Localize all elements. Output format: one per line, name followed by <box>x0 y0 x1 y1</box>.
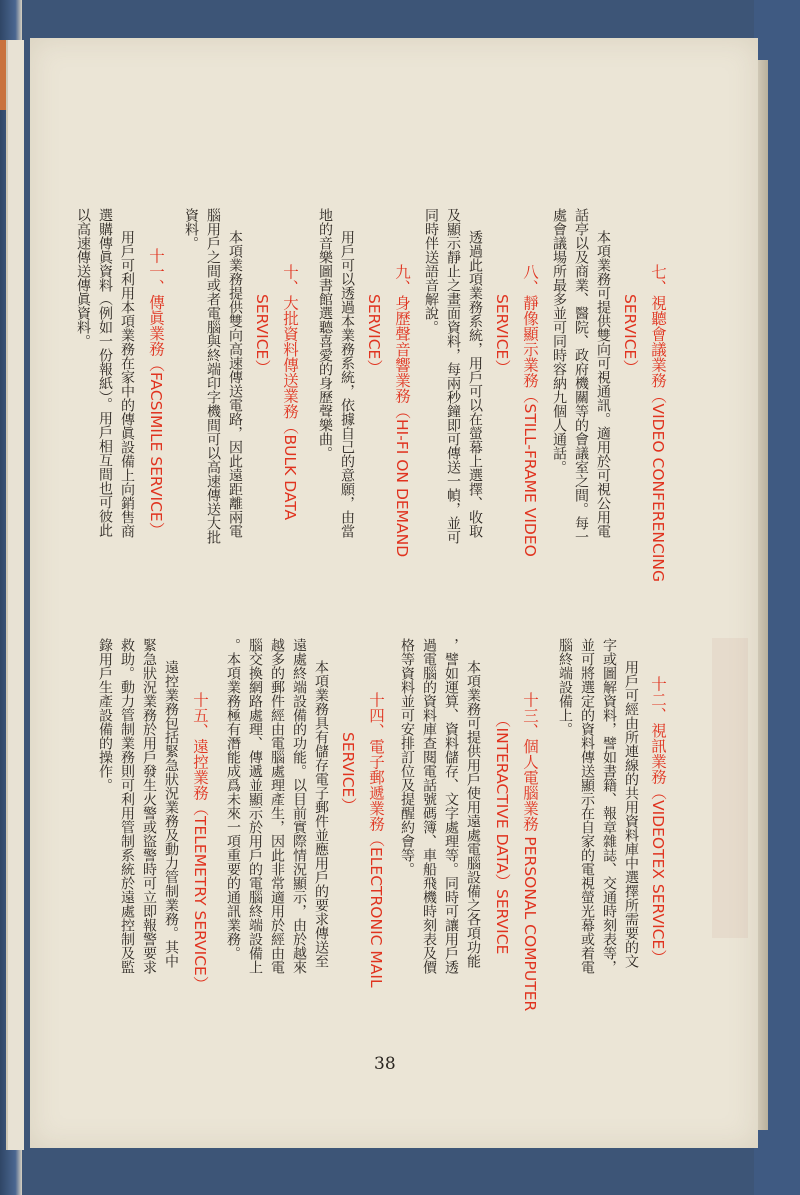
book-page <box>30 38 758 1148</box>
section-15-body-line-3: 救助。動力管制業務則可利用管制系統於遠處控制及監 <box>119 638 135 974</box>
section-15-body-line-2: 緊急狀況業務於用戶發生火警或盜警時可立即報警要求 <box>141 638 157 974</box>
section-15-body-line-1: 遠控業務包括緊急狀況業務及動力管制業務。其中 <box>163 660 179 968</box>
section-8-body-line-2: 及顯示靜止之畫面資料，每兩秒鐘即可傳送一幀，並可 <box>445 208 461 544</box>
section-8-body-line-3: 同時伴送語音解說。 <box>423 208 439 334</box>
section-9-heading-line-2: SERVICE） <box>365 294 383 375</box>
section-8-heading-line-1: 八、靜像顯示業務（STILL-FRAME VIDEO <box>521 264 539 557</box>
section-14-heading-line-2: SERVICE） <box>339 732 357 813</box>
section-8-body-line-1: 透過此項業務系統，用戶可以在螢幕上選擇、收取 <box>467 230 483 538</box>
section-11-body-line-1: 用戶可利用本項業務在家中的傳眞設備上向銷售商 <box>119 230 135 538</box>
section-7-heading-line-2: SERVICE） <box>621 294 639 375</box>
section-7-body-line-2: 話亭以及商業、醫院、政府機關等的會議室之間。每一 <box>573 208 589 544</box>
section-11-heading-line-1: 十一、傳眞業務（FACSIMILE SERVICE） <box>147 248 165 538</box>
section-12-body-line-1: 用戶可經由所連線的共用資料庫中選擇所需要的文 <box>623 660 639 968</box>
section-12-heading-line-1: 十二、視訊業務（VIDEOTEX SERVICE） <box>649 676 667 965</box>
section-14-body-line-4: 腦交換網路處理、傳遞並顯示於用戶的電腦終端設備上 <box>247 638 263 974</box>
section-10-heading-line-1: 十、大批資料傳送業務（BULK DATA <box>281 264 299 521</box>
book-cover-right <box>754 0 800 1195</box>
section-14-body-line-5: 。本項業務極有潛能成爲未來一項重要的通訊業務。 <box>225 638 241 960</box>
section-14-body-line-2: 遠處終端設備的功能。以目前實際情況顯示，由於越來 <box>291 638 307 974</box>
section-10-body-line-2: 腦用戶之間或者電腦與終端印字機間可以高速傳送大批 <box>205 208 221 544</box>
section-9-body-line-2: 地的音樂圖書館選聽喜愛的身歷聲樂曲。 <box>317 208 333 460</box>
section-13-body-line-3: 過電腦的資料庫查閱電話號碼簿、車船飛機時刻表及價 <box>421 638 437 974</box>
section-9-heading-line-1: 九、身歷聲音響業務（HI-FI ON DEMAND <box>393 264 411 558</box>
section-10-body-line-3: 資料。 <box>183 208 199 250</box>
section-11-body-line-2: 選購傳眞資料（例如一份報紙）。用戶相互間也可彼此 <box>97 208 113 537</box>
page-number: 38 <box>374 1054 396 1074</box>
section-12-body-line-3: 並可將選定的資料傳送顯示在自家的電視螢光幕或着電 <box>579 638 595 974</box>
section-9-body-line-1: 用戶可以透過本業務系統，依據自己的意願，由當 <box>339 230 355 538</box>
section-13-heading-line-1: 十三、個人電腦業務 PERSONAL COMPUTER <box>521 692 539 1012</box>
section-7-heading-line-1: 七、視聽會議業務（VIDEO CONFERENCING <box>649 264 667 583</box>
section-10-body-line-1: 本項業務提供雙向高速傳送電路，因此遠距離兩電 <box>227 230 243 538</box>
section-13-heading-line-2: （INTERACTIVE DATA）SERVICE <box>493 712 511 955</box>
section-13-body-line-2: ，譬如運算、資料儲存、文字處理等。同時可讓用戶透 <box>443 638 459 974</box>
previous-page-edge <box>6 40 24 1150</box>
section-7-body-line-3: 處會議場所最多並可同時容納九個人通話。 <box>551 208 567 474</box>
section-14-body-line-1: 本項業務具有儲存電子郵件並應用戶的要求傳送至 <box>313 660 329 968</box>
section-11-body-line-3: 以高速傳送傳眞資料。 <box>75 208 91 348</box>
section-7-body-line-1: 本項業務可提供雙向可視通訊。適用於可視公用電 <box>595 230 611 538</box>
section-15-body-line-4: 錄用戶生產設備的操作。 <box>97 638 113 792</box>
bleed-through-shadow <box>712 638 748 938</box>
section-14-body-line-3: 越多的郵件經由電腦處理產生，因此非常適用於經由電 <box>269 638 285 974</box>
section-12-body-line-2: 字或圖解資料，譬如書籍、報章雜誌、交通時刻表等， <box>601 638 617 974</box>
section-13-body-line-1: 本項業務可提供用戶使用遠處電腦設備之各項功能 <box>465 660 481 968</box>
section-12-body-line-4: 腦終端設備上。 <box>557 638 573 736</box>
section-15-heading-line-1: 十五、遠控業務（TELEMETRY SERVICE） <box>191 692 209 992</box>
section-14-heading-line-1: 十四、電子郵遞業務（ELECTRONIC MAIL <box>367 692 385 988</box>
book-cover-left <box>0 0 22 1195</box>
section-8-heading-line-2: SERVICE） <box>493 294 511 375</box>
section-13-body-line-4: 格等資料並可安排訂位及提醒約會等。 <box>399 638 415 876</box>
section-10-heading-line-2: SERVICE） <box>253 294 271 375</box>
